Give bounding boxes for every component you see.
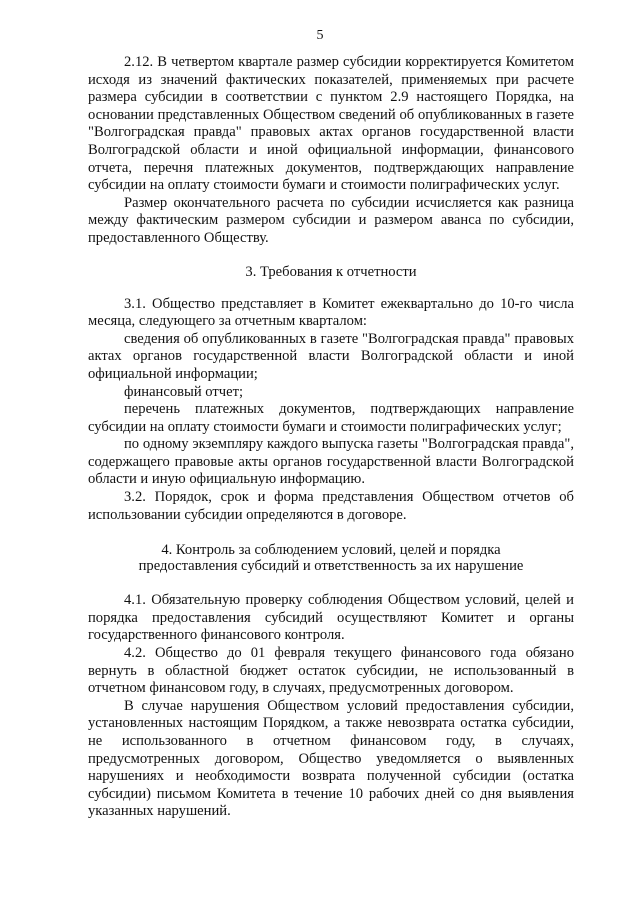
paragraph-4-1: 4.1. Обязательную проверку соблюдения Обществом условий, целей и порядка предоставления субсидий осуществляют Комитет и органы государственного финансового контроля. <box>88 592 574 644</box>
list-item-newspaper-copies: по одному экземпляру каждого выпуска газеты "Волгоградская правда", содержащего правовые акты органов государственной власти Волгоградской области и иную официальную информацию. <box>88 436 574 488</box>
list-item-payment-documents: перечень платежных документов, подтверждающих направление субсидии на оплату стоимости бумаги и стоимости полиграфических услуг; <box>88 401 574 435</box>
paragraph-violation: В случае нарушения Обществом условий предоставления субсидии, установленных настоящим Порядком, а также невозврата остатка субсидии, не использованного в отчетном финансовом году, в случаях, предусмотренных договором, Общество уведомляется о выявленных нарушениях и необходимости возврата полученной субсидии (остатка субсидии) письмом Комитета в течение 10 рабочих дней со дня выявления указанных нарушений. <box>88 697 574 820</box>
document-body <box>88 54 574 821</box>
list-item-financial-report: финансовый отчет; <box>124 383 244 400</box>
list-item-published-info: сведения об опубликованных в газете "Волгоградская правда" правовых актах органов государственной власти Волгоградской области и иной официальной информации; <box>88 330 574 382</box>
section-heading-3: 3. Требования к отчетности <box>245 263 417 280</box>
paragraph-final-calculation: Размер окончательного расчета по субсидии исчисляется как разница между фактическим размером субсидии и размером аванса по субсидии, предоставленного Обществу. <box>88 194 574 246</box>
section-heading-4-line1: 4. Контроль за соблюдением условий, целей и порядка <box>161 542 501 559</box>
page-number: 5 <box>316 28 324 43</box>
section-heading-4 <box>88 542 574 574</box>
paragraph-4-2: 4.2. Общество до 01 февраля текущего финансового года обязано вернуть в областной бюджет остаток субсидии, не использованный в отчетном финансовом году, в случаях, предусмотренных договором. <box>88 645 574 697</box>
paragraph-3-1: 3.1. Общество представляет в Комитет ежеквартально до 10-го числа месяца, следующего за отчетным кварталом: <box>88 295 574 330</box>
section-heading-4-line2: предоставления субсидий и ответственность за их нарушение <box>138 558 524 575</box>
paragraph-3-2: 3.2. Порядок, срок и форма представления Обществом отчетов об использовании субсидии определяются в договоре. <box>88 489 574 523</box>
paragraph-2-12: 2.12. В четвертом квартале размер субсидии корректируется Комитетом исходя из значений фактических показателей, применяемых при расчете размера субсидии в соответствии с пунктом 2.9 настоящего Порядка, на основании представленных Обществом сведений об опубликованных в газете "Волгоградская правда" правовых актах органов государственной власти Волгоградской области и иной официальной информации, финансового отчета, перечня платежных документов, подтверждающих направление субсидии на оплату стоимости бумаги и стоимости полиграфических услуг. <box>88 54 574 194</box>
